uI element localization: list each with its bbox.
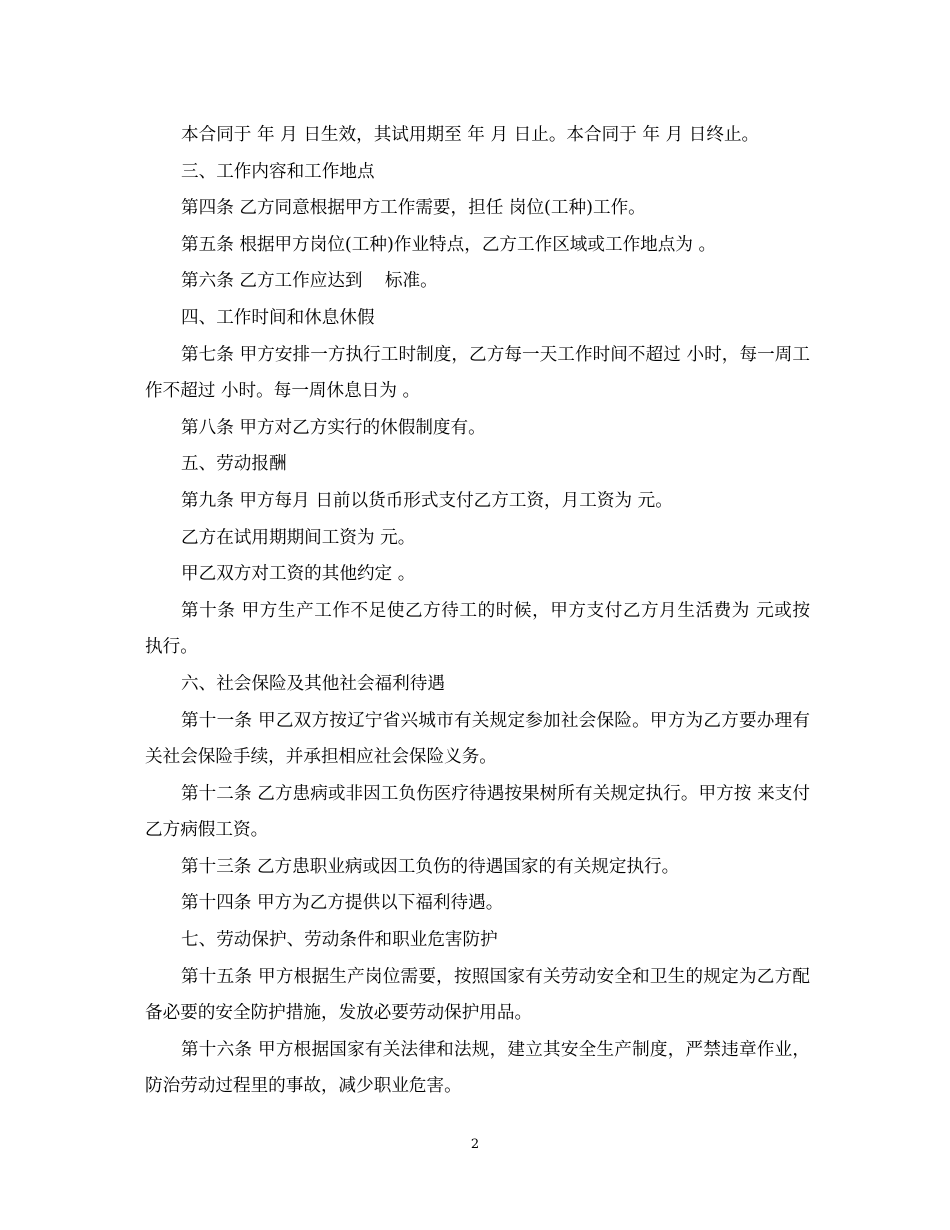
- article-12: 第十二条 乙方患病或非因工负伤医疗待遇按果树所有关规定执行。甲方按 来支付乙方病假工资。: [145, 783, 810, 841]
- article-10: 第十条 甲方生产工作不足使乙方待工的时候，甲方支付乙方月生活费为 元或按 执行。: [145, 600, 816, 658]
- contract-body: [145, 117, 816, 1105]
- heading-work-content-location: 三、工作内容和工作地点: [181, 161, 375, 182]
- heading-work-hours-leave: 四、工作时间和休息休假: [181, 307, 375, 328]
- page-number: 2: [470, 1137, 480, 1152]
- article-16: 第十六条 甲方根据国家有关法律和法规，建立其安全生产制度，严禁违章作业，防治劳动过程里的事故，减少职业危害。: [145, 1039, 810, 1097]
- heading-remuneration: 五、劳动报酬: [181, 454, 287, 475]
- paragraph-effective-dates: 本合同于 年 月 日生效，其试用期至 年 月 日止。本合同于 年 月 日终止。: [181, 125, 760, 145]
- article-13: 第十三条 乙方患职业病或因工负伤的待遇国家的有关规定执行。: [181, 856, 680, 877]
- article-7: 第七条 甲方安排一方执行工时制度，乙方每一天工作时间不超过 小时，每一周工作不超过 小时。每一周休息日为 。: [145, 344, 810, 402]
- article-6: 第六条 乙方工作应达到 标准。: [181, 271, 438, 292]
- article-8: 第八条 甲方对乙方实行的休假制度有。: [181, 417, 486, 438]
- article-4: 第四条 乙方同意根据甲方工作需要，担任 岗位(工种)工作。: [181, 198, 646, 219]
- paragraph-probation-wage: 乙方在试用期期间工资为 元。: [181, 527, 416, 548]
- article-14: 第十四条 甲方为乙方提供以下福利待遇。: [181, 893, 504, 914]
- article-9: 第九条 甲方每月 日前以货币形式支付乙方工资，月工资为 元。: [181, 490, 673, 511]
- heading-social-insurance: 六、社会保险及其他社会福利待遇: [181, 673, 445, 694]
- article-5: 第五条 根据甲方岗位(工种)作业特点，乙方工作区域或工作地点为 。: [181, 234, 717, 255]
- paragraph-other-wage-terms: 甲乙双方对工资的其他约定 。: [181, 564, 416, 585]
- heading-labor-protection: 七、劳动保护、劳动条件和职业危害防护: [181, 930, 498, 951]
- article-15: 第十五条 甲方根据生产岗位需要，按照国家有关劳动安全和卫生的规定为乙方配备必要的安全防护措施，发放必要劳动保护用品。: [145, 966, 810, 1024]
- article-11: 第十一条 甲乙双方按辽宁省兴城市有关规定参加社会保险。甲方为乙方要办理有关社会保险手续，并承担相应社会保险义务。: [145, 710, 810, 768]
